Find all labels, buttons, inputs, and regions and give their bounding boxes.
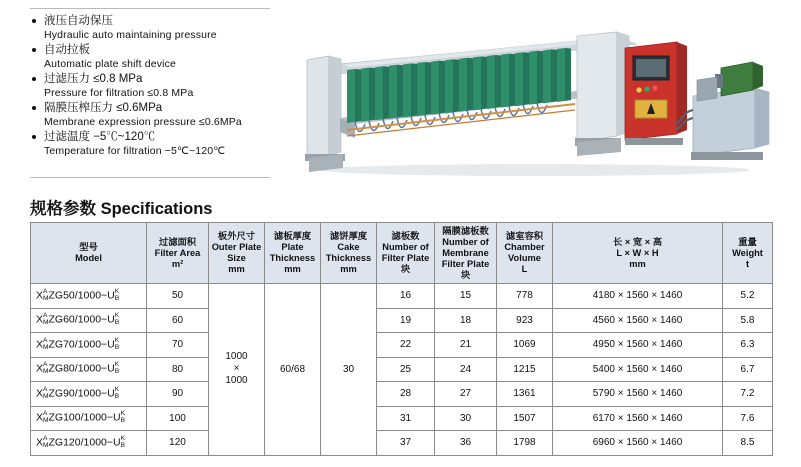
col-header-cn: 板外尺寸 <box>217 231 256 241</box>
cell-dimensions: 5400 × 1560 × 1460 <box>553 357 723 382</box>
cell-dimensions: 6960 × 1560 × 1460 <box>553 431 723 456</box>
feature-text-en: Membrane expression pressure ≤0.6MPa <box>44 116 242 128</box>
page-title <box>30 195 212 219</box>
cell-weight: 8.5 <box>723 431 773 456</box>
col-header-plate-thickness <box>265 223 321 284</box>
col-header-unit: 块 <box>460 269 471 280</box>
col-header-filter-area <box>147 223 209 284</box>
cell-filter-area: 100 <box>147 406 209 431</box>
cell-chamber-volume: 1798 <box>497 431 553 456</box>
col-header-membrane-plate-count <box>435 223 497 284</box>
col-header-en: Weight <box>732 247 763 258</box>
table-row <box>31 284 773 309</box>
cell-filter-plate-count: 31 <box>377 406 435 431</box>
page-title-en: Specifications <box>100 200 213 218</box>
feature-text-cn: 自动拉板 <box>44 44 90 56</box>
col-header-unit: mm <box>284 264 301 274</box>
cell-filter-area: 120 <box>147 431 209 456</box>
cell-chamber-volume: 1069 <box>497 333 553 358</box>
col-header-en: Number of Filter Plate <box>381 242 430 263</box>
col-header-en: Cake Thickness <box>325 242 372 263</box>
cell-model: XA MZG90/1000−UK B <box>31 382 147 407</box>
cell-filter-area: 70 <box>147 333 209 358</box>
cell-weight: 5.8 <box>723 308 773 333</box>
table-header-row <box>31 223 773 284</box>
cell-dimensions: 4950 × 1560 × 1460 <box>553 333 723 358</box>
feature-text-en: Hydraulic auto maintaining pressure <box>44 29 217 41</box>
specifications-table <box>30 222 772 456</box>
col-header-en: Number of Membrane Filter Plate <box>441 236 490 269</box>
table-row <box>31 382 773 407</box>
feature-item <box>30 101 270 129</box>
bullet-icon <box>32 135 36 139</box>
cell-chamber-volume: 1507 <box>497 406 553 431</box>
machine-illustration <box>285 18 785 183</box>
feature-item <box>30 72 270 100</box>
cell-filter-area: 80 <box>147 357 209 382</box>
table-body <box>31 284 773 456</box>
cell-model: XA MZG50/1000−UK B <box>31 284 147 309</box>
feature-item <box>30 43 270 71</box>
cell-filter-area: 90 <box>147 382 209 407</box>
feature-text-en: Pressure for filtration ≤0.8 MPa <box>44 87 194 99</box>
cell-weight: 7.2 <box>723 382 773 407</box>
col-header-cn: 滤饼厚度 <box>329 231 368 241</box>
bullet-icon <box>32 48 36 52</box>
feature-item <box>30 130 270 158</box>
table-row <box>31 357 773 382</box>
col-header-cn: 重量 <box>738 236 757 247</box>
cell-model: XA MZG80/1000−UK B <box>31 357 147 382</box>
col-header-en: Plate Thickness <box>269 242 316 263</box>
col-header-unit: mm <box>228 264 245 274</box>
cell-outer-plate-size: 1000 × 1000 <box>209 284 265 456</box>
cell-membrane-plate-count: 36 <box>435 431 497 456</box>
cell-chamber-volume: 778 <box>497 284 553 309</box>
col-header-en: L × W × H <box>616 247 659 258</box>
cell-model: XA MZG120/1000−UK B <box>31 431 147 456</box>
table-row <box>31 333 773 358</box>
cell-chamber-volume: 1215 <box>497 357 553 382</box>
cell-model: XA MZG100/1000−UK B <box>31 406 147 431</box>
cell-membrane-plate-count: 18 <box>435 308 497 333</box>
cell-filter-plate-count: 16 <box>377 284 435 309</box>
cell-chamber-volume: 923 <box>497 308 553 333</box>
col-header-dimensions <box>553 223 723 284</box>
col-header-cn: 滤室容积 <box>505 231 544 241</box>
cell-filter-plate-count: 25 <box>377 357 435 382</box>
col-header-cn: 隔膜滤板数 <box>442 225 489 236</box>
cell-filter-area: 50 <box>147 284 209 309</box>
spec-table <box>30 222 773 456</box>
cell-membrane-plate-count: 21 <box>435 333 497 358</box>
col-header-cn: 滤板厚度 <box>273 231 312 241</box>
bullet-icon <box>32 77 36 81</box>
col-header-en: Model <box>75 253 102 263</box>
bullet-icon <box>32 106 36 110</box>
cell-chamber-volume: 1361 <box>497 382 553 407</box>
cell-dimensions: 5790 × 1560 × 1460 <box>553 382 723 407</box>
cell-dimensions: 4180 × 1560 × 1460 <box>553 284 723 309</box>
cell-model: XA MZG60/1000−UK B <box>31 308 147 333</box>
col-header-filter-plate-count <box>377 223 435 284</box>
cell-filter-area: 60 <box>147 308 209 333</box>
cell-weight: 7.6 <box>723 406 773 431</box>
col-header-outer-plate-size <box>209 223 265 284</box>
col-header-cn: 长 × 宽 × 高 <box>612 236 663 247</box>
cell-dimensions: 6170 × 1560 × 1460 <box>553 406 723 431</box>
table-row <box>31 308 773 333</box>
feature-text-cn: 液压自动保压 <box>44 15 113 27</box>
cell-model: XA MZG70/1000−UK B <box>31 333 147 358</box>
col-header-cn: 滤板数 <box>391 231 420 241</box>
col-header-en: Filter Area <box>154 247 201 258</box>
cell-plate-thickness: 60/68 <box>265 284 321 456</box>
cell-weight: 6.3 <box>723 333 773 358</box>
col-header-en: Outer Plate Size <box>211 242 262 263</box>
col-header-unit: 块 <box>400 264 411 274</box>
feature-text-en: Temperature for filtration −5℃~120℃ <box>44 145 226 157</box>
feature-list <box>30 8 270 178</box>
cell-membrane-plate-count: 15 <box>435 284 497 309</box>
col-header-unit: mm <box>629 258 646 269</box>
col-header-chamber-volume <box>497 223 553 284</box>
feature-item <box>30 14 270 42</box>
table-row <box>31 406 773 431</box>
col-header-unit: L <box>521 264 528 274</box>
col-header-cn: 型号 <box>79 242 98 252</box>
cell-filter-plate-count: 22 <box>377 333 435 358</box>
cell-membrane-plate-count: 30 <box>435 406 497 431</box>
cell-membrane-plate-count: 27 <box>435 382 497 407</box>
cell-filter-plate-count: 37 <box>377 431 435 456</box>
cell-weight: 5.2 <box>723 284 773 309</box>
feature-text-cn: 过滤压力 ≤0.8 MPa <box>44 73 143 85</box>
col-header-cn: 过滤面积 <box>158 236 197 247</box>
col-header-weight <box>723 223 773 284</box>
feature-text-cn: 隔膜压榨压力 ≤0.6MPa <box>44 102 163 114</box>
cell-cake-thickness: 30 <box>321 284 377 456</box>
cell-filter-plate-count: 28 <box>377 382 435 407</box>
cell-membrane-plate-count: 24 <box>435 357 497 382</box>
cell-filter-plate-count: 19 <box>377 308 435 333</box>
col-header-model <box>31 223 147 284</box>
col-header-cake-thickness <box>321 223 377 284</box>
table-row <box>31 431 773 456</box>
feature-text-cn: 过滤温度 −5℃~120℃ <box>44 131 156 143</box>
col-header-unit: mm <box>340 264 357 274</box>
bullet-icon <box>32 19 36 23</box>
col-header-en: Chamber Volume <box>504 242 545 263</box>
cell-dimensions: 4560 × 1560 × 1460 <box>553 308 723 333</box>
feature-text-en: Automatic plate shift device <box>44 58 177 70</box>
col-header-unit: m² <box>171 258 184 269</box>
cell-weight: 6.7 <box>723 357 773 382</box>
col-header-unit: t <box>745 258 750 269</box>
page-title-cn: 规格参数 <box>30 200 96 218</box>
